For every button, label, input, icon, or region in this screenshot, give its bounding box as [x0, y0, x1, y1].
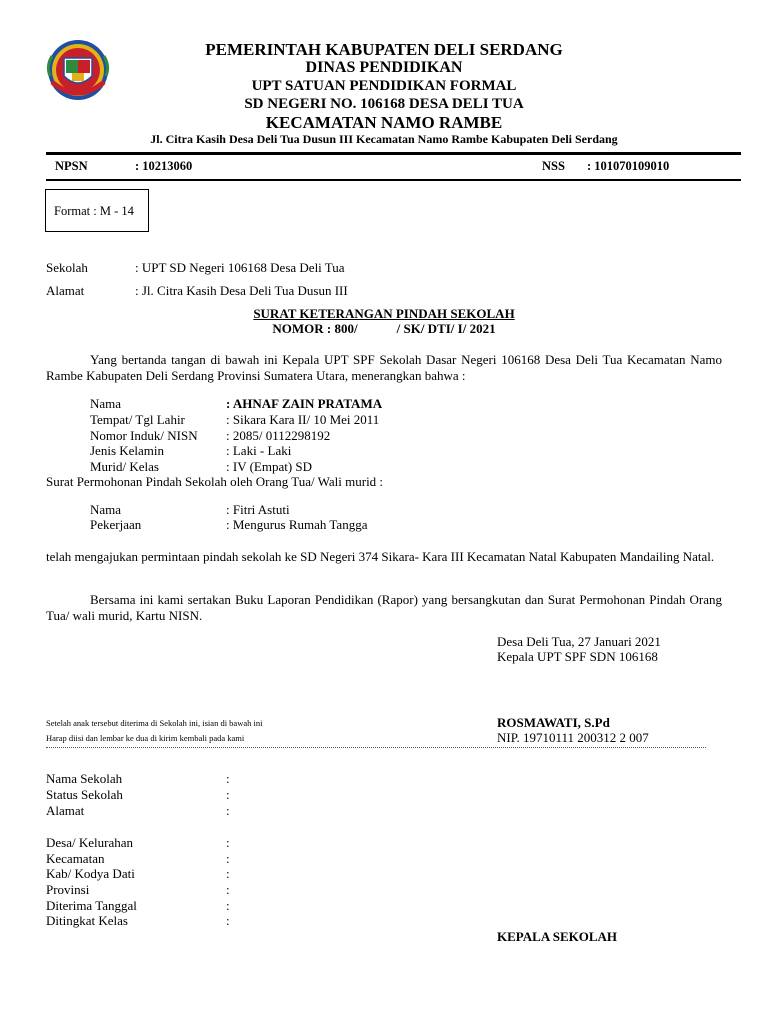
form-colon: :	[226, 771, 230, 786]
student-name-value: : AHNAF ZAIN PRATAMA	[226, 396, 383, 411]
signer-position: Kepala UPT SPF SDN 106168	[497, 649, 658, 664]
signer-name: ROSMAWATI, S.Pd	[497, 715, 610, 730]
student-birth-label: Tempat/ Tgl Lahir	[90, 412, 185, 427]
alamat-label: Alamat	[46, 283, 85, 298]
npsn-label: NPSN	[55, 159, 88, 173]
format-box	[45, 189, 149, 232]
form-colon: :	[226, 898, 230, 913]
student-gender-label: Jenis Kelamin	[90, 443, 165, 458]
student-gender-value: : Laki - Laki	[226, 443, 292, 458]
form-colon: :	[226, 866, 230, 881]
student-class-value: : IV (Empat) SD	[226, 459, 313, 474]
format-label: Format : M - 14	[54, 204, 134, 218]
parent-name-label: Nama	[90, 502, 122, 517]
form-label-provinsi: Provinsi	[46, 882, 90, 897]
npsn-value: : 10213060	[135, 159, 193, 173]
form-colon: :	[226, 835, 230, 850]
form-label-kecamatan: Kecamatan	[46, 851, 105, 866]
form-label-desa: Desa/ Kelurahan	[46, 835, 133, 850]
form-colon: :	[226, 851, 230, 866]
sekolah-label: Sekolah	[46, 260, 88, 275]
form-colon: :	[226, 787, 230, 802]
nss-label: NSS	[542, 159, 565, 173]
form-colon: :	[226, 803, 230, 818]
form-label-alamat: Alamat	[46, 803, 85, 818]
place-date: Desa Deli Tua, 27 Januari 2021	[497, 634, 661, 649]
form-colon: :	[226, 882, 230, 897]
footnote-line-2: Harap diisi dan lembar ke dua di kirim kembali pada kami	[46, 733, 245, 743]
form-label-nama-sekolah: Nama Sekolah	[46, 771, 123, 786]
form-label-status-sekolah: Status Sekolah	[46, 787, 123, 802]
header-rule-top	[46, 152, 741, 155]
closing-title: KEPALA SEKOLAH	[497, 929, 618, 944]
letterhead-school: SD NEGERI NO. 106168 DESA DELI TUA	[244, 96, 524, 112]
letter-title: SURAT KETERANGAN PINDAH SEKOLAH	[253, 306, 515, 321]
letterhead-address: Jl. Citra Kasih Desa Deli Tua Dusun III Kecamatan Namo Rambe Kabupaten Deli Serdang	[150, 132, 618, 146]
signer-nip: NIP. 19710111 200312 2 007	[497, 730, 649, 745]
nss-value: : 101070109010	[587, 159, 670, 173]
request-line: Surat Permohonan Pindah Sekolah oleh Orang Tua/ Wali murid :	[46, 474, 384, 489]
form-label-kab: Kab/ Kodya Dati	[46, 866, 135, 881]
letterhead-unit: UPT SATUAN PENDIDIKAN FORMAL	[251, 78, 517, 94]
parent-name-value: : Fitri Astuti	[226, 502, 290, 517]
footnote-line-1: Setelah anak tersebut diterima di Sekolah ini, isian di bawah ini	[46, 718, 263, 728]
attachment-paragraph: Bersama ini kami sertakan Buku Laporan Pendidikan (Rapor) yang bersangkutan dan Surat Permohonan Pindah Orang Tua/ wali murid, Kartu NISN.	[46, 592, 722, 623]
cut-line	[46, 747, 706, 748]
letterhead-department: DINAS PENDIDIKAN	[305, 59, 463, 76]
letterhead-government: PEMERINTAH KABUPATEN DELI SERDANG	[205, 40, 563, 59]
transfer-paragraph: telah mengajukan permintaan pindah sekolah ke SD Negeri 374 Sikara- Kara III Kecamatan Natal Kabupaten Mandailing Natal.	[46, 549, 715, 564]
form-label-diterima: Diterima Tanggal	[46, 898, 137, 913]
student-nisn-value: : 2085/ 0112298192	[226, 428, 331, 443]
form-colon: :	[226, 913, 230, 928]
intro-paragraph: Yang bertanda tangan di bawah ini Kepala UPT SPF Sekolah Dasar Negeri 106168 Desa Deli Tua Kecamatan Namo Rambe Kabupaten Deli Serdang Provinsi Sumatera Utara, menerangkan bahwa :	[46, 352, 722, 383]
form-label-kelas: Ditingkat Kelas	[46, 913, 128, 928]
letter-number: NOMOR : 800/ / SK/ DTI/ I/ 2021	[272, 321, 496, 336]
student-nisn-label: Nomor Induk/ NISN	[90, 428, 198, 443]
student-name-label: Nama	[90, 396, 122, 411]
letterhead-district: KECAMATAN NAMO RAMBE	[265, 113, 503, 132]
student-class-label: Murid/ Kelas	[90, 459, 159, 474]
parent-job-value: : Mengurus Rumah Tangga	[226, 517, 368, 532]
header-rule-bottom	[46, 179, 741, 181]
parent-job-label: Pekerjaan	[90, 517, 142, 532]
sekolah-value: : UPT SD Negeri 106168 Desa Deli Tua	[135, 260, 345, 275]
alamat-value: : Jl. Citra Kasih Desa Deli Tua Dusun III	[135, 283, 348, 298]
student-birth-value: : Sikara Kara II/ 10 Mei 2011	[226, 412, 380, 427]
